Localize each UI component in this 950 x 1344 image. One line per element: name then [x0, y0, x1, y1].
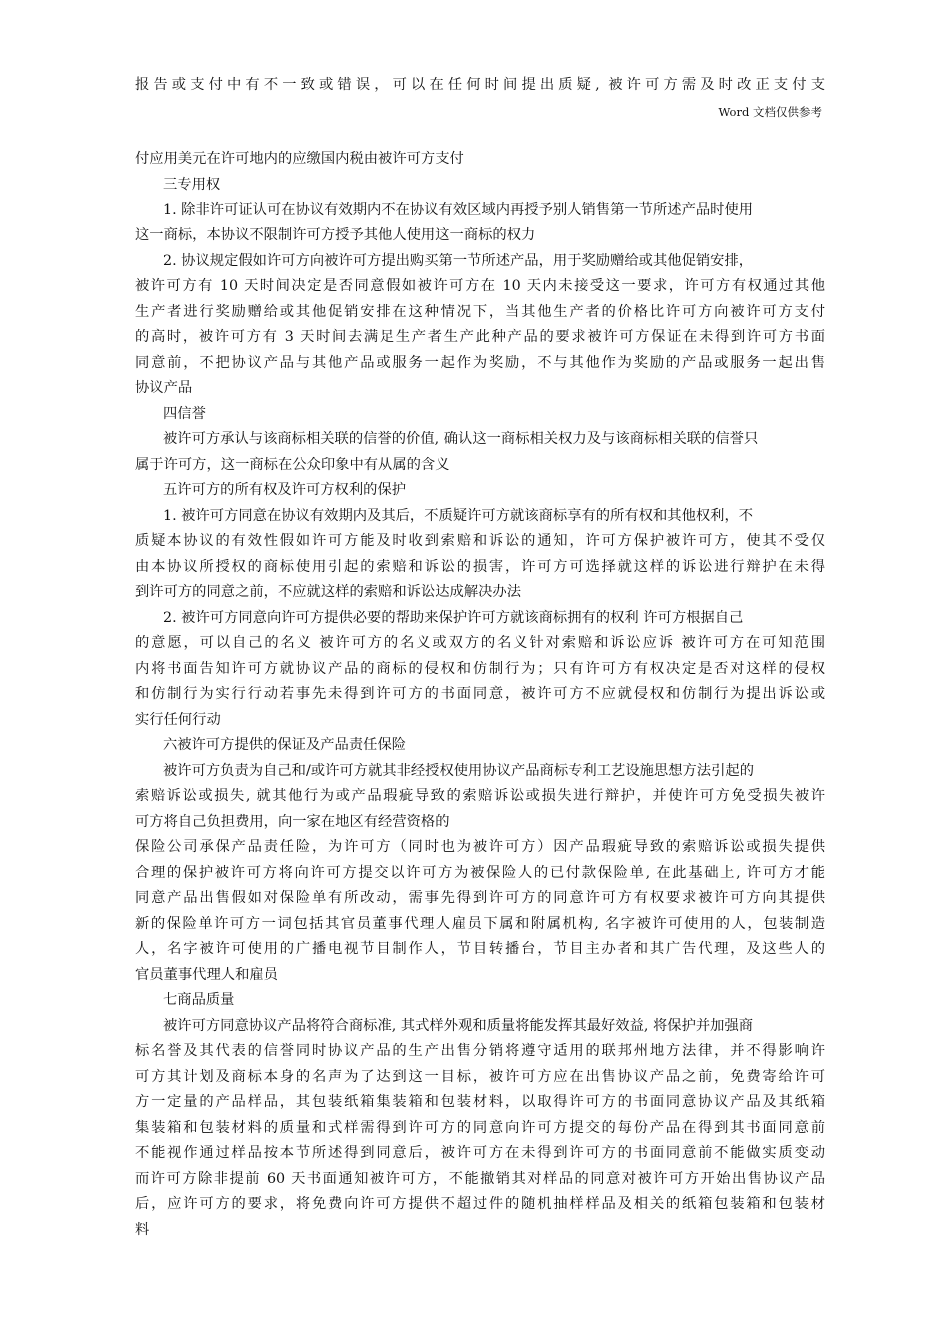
paragraph-line: 保险公司承保产品责任险，为许可方（同时也为被许可方）因产品瑕疵导致的索赔诉讼或损失提供 [135, 839, 825, 855]
section-heading: 七商品质量 [163, 992, 235, 1008]
paragraph-line: 索赔诉讼或损失, 就其他行为或产品瑕疵导致的索赔诉讼或损失进行辩护，并使许可方免受损失被许 [135, 788, 825, 804]
paragraph-line: 1. 除非许可证认可在协议有效期内不在协议有效区域内再授予别人销售第一节所述产品时使用 [163, 202, 754, 218]
section-heading: 五许可方的所有权及许可方权利的保护 [163, 482, 407, 498]
paragraph-line: 可方将自己负担费用，向一家在地区有经营资格的 [135, 814, 450, 830]
paragraph-line: 2. 协议规定假如许可方向被许可方提出购买第一节所述产品，用于奖励赠给或其他促销安排， [163, 253, 754, 269]
paragraph-line: 被许可方承认与该商标相关联的信誉的价值, 确认这一商标相关权力及与该商标相关联的信誉只 [163, 431, 759, 447]
paragraph-line: 这一商标，本协议不限制许可方授予其他人使用这一商标的权力 [135, 227, 536, 243]
section-heading: 四信誉 [163, 406, 206, 422]
section-heading: 六被许可方提供的保证及产品责任保险 [163, 737, 407, 753]
paragraph-line: 人，名字被许可使用的广播电视节目制作人，节目转播台，节目主办者和其广告代理，及这些人的 [135, 941, 825, 957]
paragraph-line: 同意前，不把协议产品与其他产品或服务一起作为奖励，不与其他作为奖励的产品或服务一起出售 [135, 355, 825, 371]
paragraph-line: 的意愿，可以自己的名义 被许可方的名义或双方的名义针对索赔和诉讼应诉 被许可方在可知范围 [135, 635, 825, 651]
paragraph-line: 和仿制行为实行行动若事先未得到许可方的书面同意，被许可方不应就侵权和仿制行为提出诉讼或 [135, 686, 825, 702]
paragraph-line: 生产者进行奖励赠给或其他促销安排在这种情况下，当其他生产者的价格比许可方向被许可方支付 [135, 304, 825, 320]
top-line: 报告或支付中有不一致或错误，可以在任何时间提出质疑, 被许可方需及时改正支付支 [135, 77, 825, 93]
paragraph-line: 料 [135, 1222, 150, 1238]
paragraph-line: 集装箱和包装材料的质量和式样需得到许可方的同意向许可方提交的每份产品在得到其书面同意前 [135, 1120, 825, 1136]
paragraph-line: 合理的保护被许可方将向许可方提交以许可方为被保险人的已付款保险单, 在此基础上, 许可方才能 [135, 865, 825, 881]
paragraph-line: 由本协议所授权的商标使用引起的索赔和诉讼的损害，许可方可选择就这样的诉讼进行辩护在未得 [135, 559, 825, 575]
paragraph-line: 属于许可方，这一商标在公众印象中有从属的含义 [135, 457, 450, 473]
paragraph-line: 被许可方负责为自己和/或许可方就其非经授权使用协议产品商标专利工艺设施思想方法引起的 [163, 763, 754, 779]
paragraph-line: 2. 被许可方同意向许可方提供必要的帮助来保护许可方就该商标拥有的权利 许可方根据自己 [163, 610, 744, 626]
paragraph-line: 实行任何行动 [135, 712, 221, 728]
paragraph-line: 而许可方除非提前 60 天书面通知被许可方，不能撤销其对样品的同意对被许可方开始出售协议产品 [135, 1171, 825, 1187]
paragraph-line: 不能视作通过样品按本节所述得到同意后，被许可方在未得到许可方的书面同意前不能做实质变动 [135, 1145, 825, 1161]
paragraph-line: 付应用美元在许可地内的应缴国内税由被许可方支付 [135, 151, 464, 167]
paragraph-line: 被许可方同意协议产品将符合商标准, 其式样外观和质量将能发挥其最好效益, 将保护并加强商 [163, 1018, 754, 1034]
paragraph-line: 后，应许可方的要求，将免费向许可方提供不超过件的随机抽样样品及相关的纸箱包装箱和包装材 [135, 1196, 825, 1212]
paragraph-line: 内将书面告知许可方就协议产品的商标的侵权和仿制行为；只有许可方有权决定是否对这样的侵权 [135, 661, 825, 677]
paragraph-line: 到许可方的同意之前，不应就这样的索赔和诉讼达成解决办法 [135, 584, 522, 600]
paragraph-line: 标名誉及其代表的信誉同时协议产品的生产出售分销将遵守适用的联邦州地方法律，并不得影响许 [135, 1043, 825, 1059]
paragraph-line: 同意产品出售假如对保险单有所改动，需事先得到许可方的同意许可方有权要求被许可方向其提供 [135, 890, 825, 906]
paragraph-line: 质疑本协议的有效性假如许可方能及时收到索赔和诉讼的通知，许可方保护被许可方，使其不受仅 [135, 533, 825, 549]
paragraph-line: 可方其计划及商标本身的名声为了达到这一目标，被许可方应在出售协议产品之前，免费寄给许可 [135, 1069, 825, 1085]
paragraph-line: 新的保险单许可方一词包括其官员董事代理人雇员下属和附属机构, 名字被许可使用的人，包装制造 [135, 916, 825, 932]
paragraph-line: 官员董事代理人和雇员 [135, 967, 278, 983]
paragraph-line: 的高时，被许可方有 3 天时间去满足生产者生产此种产品的要求被许可方保证在未得到许可方书面 [135, 329, 825, 345]
watermark-note: Word 文档仅供参考 [718, 105, 822, 119]
paragraph-line: 协议产品 [135, 380, 193, 396]
paragraph-line: 方一定量的产品样品，其包装纸箱集装箱和包装材料，以取得许可方的书面同意协议产品及其纸箱 [135, 1094, 825, 1110]
section-heading: 三专用权 [163, 177, 221, 193]
paragraph-line: 1. 被许可方同意在协议有效期内及其后，不质疑许可方就该商标享有的所有权和其他权利，不 [163, 508, 754, 524]
paragraph-line: 被许可方有 10 天时间决定是否同意假如被许可方在 10 天内未接受这一要求，许可方有权通过其他 [135, 278, 825, 294]
